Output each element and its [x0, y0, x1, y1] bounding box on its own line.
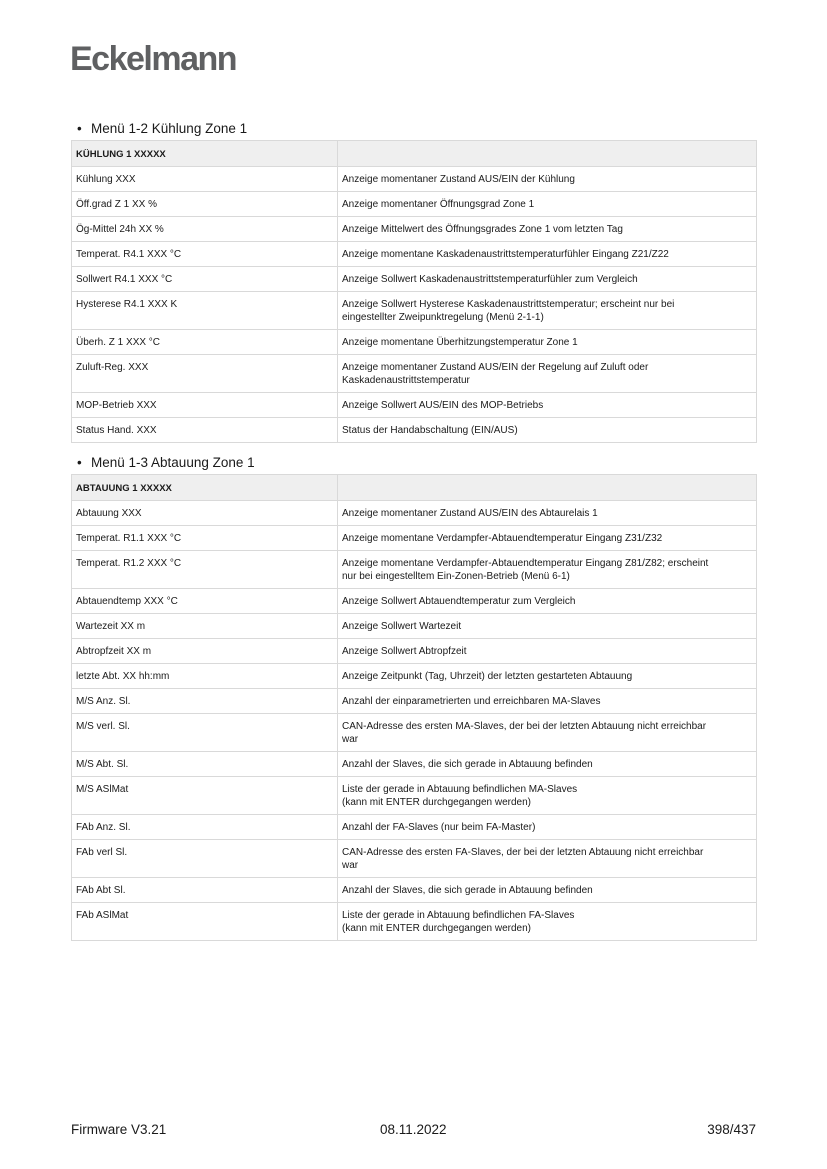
table-row — [72, 355, 757, 393]
description-cell: Anzeige momentane Verdampfer-Abtauendtemperatur Eingang Z31/Z32 — [338, 526, 757, 551]
table-row — [72, 418, 757, 443]
table-row — [72, 664, 757, 689]
parameter-cell: MOP-Betrieb XXX — [72, 393, 338, 418]
table-header-row — [72, 475, 757, 501]
parameter-cell: Temperat. R1.1 XXX °C — [72, 526, 338, 551]
description-cell: Anzahl der Slaves, die sich gerade in Abtauung befinden — [338, 752, 757, 777]
bullet-icon: • — [77, 121, 82, 136]
description-cell: Anzahl der Slaves, die sich gerade in Abtauung befinden — [338, 878, 757, 903]
description-cell: Anzeige Sollwert Abtauendtemperatur zum Vergleich — [338, 589, 757, 614]
table-row — [72, 714, 757, 752]
footer-firmware: Firmware V3.21 — [71, 1122, 167, 1137]
section-title-text: Menü 1-2 Kühlung Zone 1 — [91, 121, 248, 136]
description-cell: Anzeige momentaner Zustand AUS/EIN der Regelung auf Zuluft oder Kaskadenaustrittstemperatur — [338, 355, 757, 393]
table-header-cell: ABTAUUNG 1 XXXXX — [72, 475, 338, 501]
description-cell: Anzeige momentane Kaskadenaustrittstemperaturfühler Eingang Z21/Z22 — [338, 242, 757, 267]
parameter-cell: Überh. Z 1 XXX °C — [72, 330, 338, 355]
table-row — [72, 639, 757, 664]
parameter-cell: Abtauendtemp XXX °C — [72, 589, 338, 614]
table-row — [72, 217, 757, 242]
table-header-row — [72, 141, 757, 167]
table-header-cell: KÜHLUNG 1 XXXXX — [72, 141, 338, 167]
table-row — [72, 840, 757, 878]
section-title-abtauung — [77, 455, 255, 470]
parameter-cell: Zuluft-Reg. XXX — [72, 355, 338, 393]
parameter-cell: FAb Abt Sl. — [72, 878, 338, 903]
description-cell: Anzeige Sollwert Hysterese Kaskadenaustrittstemperatur; erscheint nur bei eingestellter Zweipunktregelung (Menü 2-1-1) — [338, 292, 757, 330]
parameter-cell: Kühlung XXX — [72, 167, 338, 192]
table-row — [72, 752, 757, 777]
description-cell: Anzahl der einparametrierten und erreichbaren MA-Slaves — [338, 689, 757, 714]
parameter-cell: M/S ASlMat — [72, 777, 338, 815]
table-row — [72, 589, 757, 614]
parameter-cell: Abtropfzeit XX m — [72, 639, 338, 664]
parameter-cell: Ög-Mittel 24h XX % — [72, 217, 338, 242]
description-cell: Anzeige Sollwert AUS/EIN des MOP-Betriebs — [338, 393, 757, 418]
description-cell: CAN-Adresse des ersten FA-Slaves, der bei der letzten Abtauung nicht erreichbar war — [338, 840, 757, 878]
table-row — [72, 192, 757, 217]
table-row — [72, 815, 757, 840]
parameter-cell: Hysterese R4.1 XXX K — [72, 292, 338, 330]
parameter-cell: FAb Anz. Sl. — [72, 815, 338, 840]
description-cell: Anzeige Zeitpunkt (Tag, Uhrzeit) der letzten gestarteten Abtauung — [338, 664, 757, 689]
abtauung-table — [71, 474, 757, 941]
description-cell: Liste der gerade in Abtauung befindlichen MA-Slaves (kann mit ENTER durchgegangen werden) — [338, 777, 757, 815]
description-cell: Anzahl der FA-Slaves (nur beim FA-Master) — [338, 815, 757, 840]
description-cell: Anzeige momentaner Öffnungsgrad Zone 1 — [338, 192, 757, 217]
table-row — [72, 501, 757, 526]
table-row — [72, 614, 757, 639]
description-cell: Anzeige Sollwert Kaskadenaustrittstemperaturfühler zum Vergleich — [338, 267, 757, 292]
table-row — [72, 689, 757, 714]
description-cell: Liste der gerade in Abtauung befindlichen FA-Slaves (kann mit ENTER durchgegangen werden) — [338, 903, 757, 941]
parameter-cell: FAb ASlMat — [72, 903, 338, 941]
section-title-text: Menü 1-3 Abtauung Zone 1 — [91, 455, 255, 470]
description-cell: CAN-Adresse des ersten MA-Slaves, der bei der letzten Abtauung nicht erreichbar war — [338, 714, 757, 752]
parameter-cell: Temperat. R4.1 XXX °C — [72, 242, 338, 267]
parameter-cell: M/S Abt. Sl. — [72, 752, 338, 777]
table-row — [72, 267, 757, 292]
description-cell: Anzeige momentaner Zustand AUS/EIN des Abtaurelais 1 — [338, 501, 757, 526]
parameter-cell: Abtauung XXX — [72, 501, 338, 526]
table-header-cell-empty — [338, 141, 757, 167]
table-row — [72, 777, 757, 815]
parameter-cell: Sollwert R4.1 XXX °C — [72, 267, 338, 292]
table-row — [72, 551, 757, 589]
kuehlung-table — [71, 140, 757, 443]
table-row — [72, 330, 757, 355]
section-title-kuehlung — [77, 121, 247, 136]
table-row — [72, 393, 757, 418]
description-cell: Anzeige Sollwert Wartezeit — [338, 614, 757, 639]
table-row — [72, 292, 757, 330]
parameter-cell: M/S verl. Sl. — [72, 714, 338, 752]
parameter-cell: Wartezeit XX m — [72, 614, 338, 639]
parameter-cell: Temperat. R1.2 XXX °C — [72, 551, 338, 589]
description-cell: Anzeige Sollwert Abtropfzeit — [338, 639, 757, 664]
description-cell: Anzeige momentane Verdampfer-Abtauendtemperatur Eingang Z81/Z82; erscheint nur bei eingestelltem Ein-Zonen-Betrieb (Menü 6-1) — [338, 551, 757, 589]
parameter-cell: M/S Anz. Sl. — [72, 689, 338, 714]
table-row — [72, 242, 757, 267]
description-cell: Anzeige momentaner Zustand AUS/EIN der Kühlung — [338, 167, 757, 192]
description-cell: Anzeige Mittelwert des Öffnungsgrades Zone 1 vom letzten Tag — [338, 217, 757, 242]
table-row — [72, 878, 757, 903]
table-row — [72, 167, 757, 192]
parameter-cell: Öff.grad Z 1 XX % — [72, 192, 338, 217]
footer-date: 08.11.2022 — [380, 1122, 447, 1137]
table-row — [72, 526, 757, 551]
parameter-cell: FAb verl Sl. — [72, 840, 338, 878]
table-header-cell-empty — [338, 475, 757, 501]
footer-page-number: 398/437 — [707, 1122, 756, 1137]
bullet-icon: • — [77, 455, 82, 470]
parameter-cell: letzte Abt. XX hh:mm — [72, 664, 338, 689]
company-logo: Eckelmann — [70, 40, 237, 78]
parameter-cell: Status Hand. XXX — [72, 418, 338, 443]
description-cell: Anzeige momentane Überhitzungstemperatur Zone 1 — [338, 330, 757, 355]
description-cell: Status der Handabschaltung (EIN/AUS) — [338, 418, 757, 443]
table-row — [72, 903, 757, 941]
